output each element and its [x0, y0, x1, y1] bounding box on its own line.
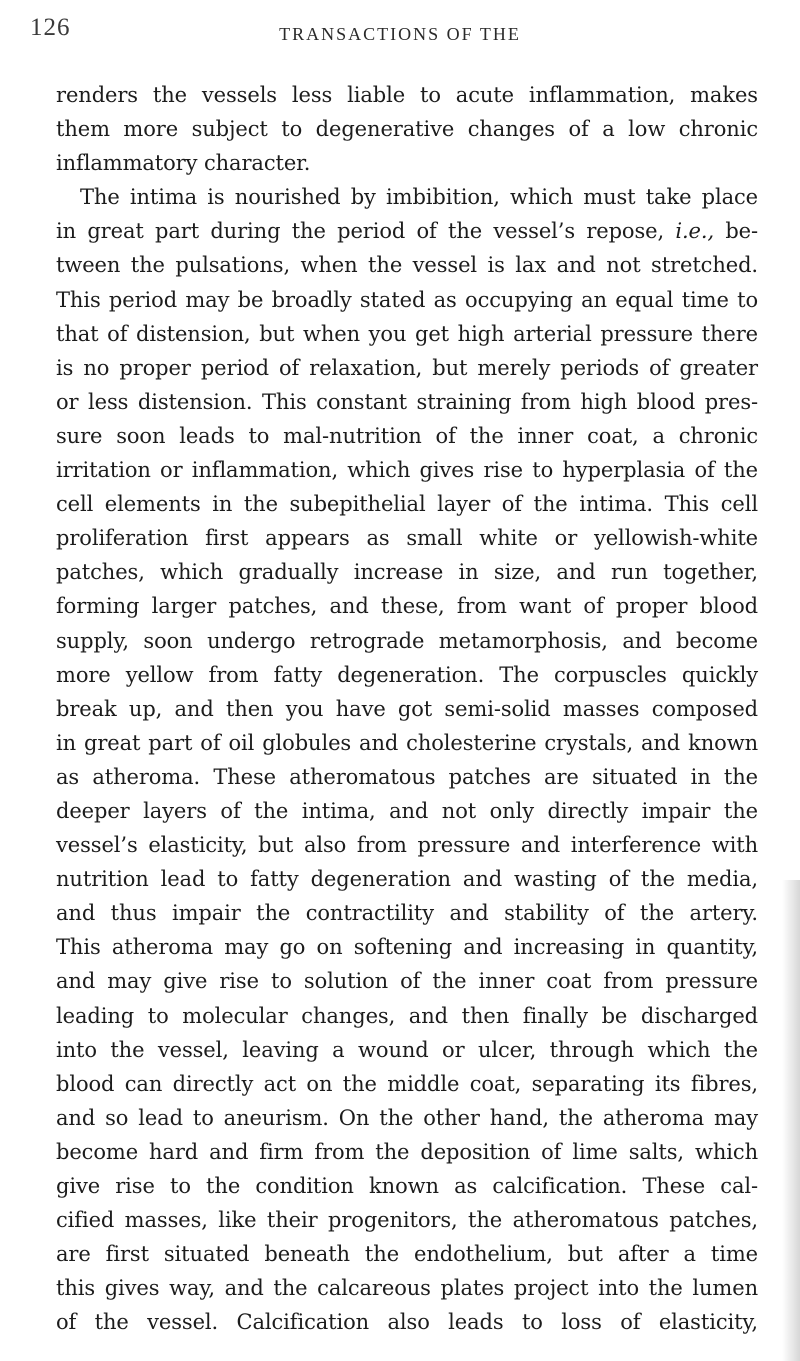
text-line: them more subject to degenerative changes of a low chronic [56, 117, 758, 142]
text-line: cell elements in the subepithelial layer of the intima. This cell [56, 492, 758, 517]
text-line: blood can directly act on the middle coat, separating its fibres, [56, 1071, 758, 1096]
text-line: and thus impair the contractility and stability of the artery. [56, 901, 758, 926]
body-text [56, 78, 758, 1339]
text-line: into the vessel, leaving a wound or ulcer, through which the [56, 1037, 758, 1062]
text-line: are first situated beneath the endothelium, but after a time [56, 1242, 758, 1267]
text-line: patches, which gradually increase in size, and run together, [56, 560, 758, 585]
text-line: cified masses, like their progenitors, the atheromatous patches, [56, 1208, 758, 1233]
text-line: vessel’s elasticity, but also from pressure and interference with [56, 833, 758, 858]
text-line: as atheroma. These atheromatous patches are situated in the [56, 764, 758, 789]
text-line: deeper layers of the intima, and not only directly impair the [56, 798, 758, 823]
running-title: TRANSACTIONS OF THE [279, 24, 521, 44]
text-line: supply, soon undergo retrograde metamorphosis, and become [56, 628, 758, 653]
text-line: and so lead to aneurism. On the other hand, the atheroma may [56, 1105, 758, 1130]
text-line: or less distension. This constant straining from high blood pres- [56, 389, 758, 414]
text-line: give rise to the condition known as calcification. These cal- [56, 1174, 758, 1198]
text-line: break up, and then you have got semi-solid masses composed [56, 696, 758, 721]
text-line: inflammatory character. [56, 151, 311, 176]
text-line: irritation or inflammation, which gives rise to hyperplasia of the [56, 458, 758, 483]
text-line: renders the vessels less liable to acute inflammation, makes [56, 83, 758, 107]
text-line: in great part during the period of the vessel’s repose, i.e., be- [56, 219, 758, 244]
text-line: leading to molecular changes, and then finally be discharged [56, 1003, 758, 1028]
text-line: in great part of oil globules and cholesterine crystals, and known [56, 730, 758, 755]
text-line: this gives way, and the calcareous plates project into the lumen [56, 1276, 758, 1301]
text-line: sure soon leads to mal-nutrition of the inner coat, a chronic [56, 423, 758, 448]
text-line: of the vessel. Calcification also leads to loss of elasticity, [56, 1310, 758, 1335]
text-line: nutrition lead to fatty degeneration and wasting of the media, [56, 867, 758, 892]
text-line: tween the pulsations, when the vessel is lax and not stretched. [56, 253, 758, 278]
text-line: is no proper period of relaxation, but merely periods of greater [56, 355, 758, 380]
text-line: forming larger patches, and these, from want of proper blood [56, 594, 758, 619]
page-number: 126 [30, 14, 71, 41]
text-line: become hard and firm from the deposition of lime salts, which [56, 1139, 758, 1164]
text-line: that of distension, but when you get high arterial pressure there [56, 321, 758, 346]
text-line: The intima is nourished by imbibition, which must take place [80, 185, 758, 210]
text-line: more yellow from fatty degeneration. The corpuscles quickly [56, 662, 758, 687]
page-edge-shadow [782, 880, 800, 1361]
text-line: This period may be broadly stated as occupying an equal time to [56, 287, 758, 312]
text-line: This atheroma may go on softening and increasing in quantity, [56, 935, 758, 960]
text-line: and may give rise to solution of the inner coat from pressure [56, 969, 758, 994]
text-line: proliferation first appears as small white or yellowish-white [56, 526, 758, 551]
